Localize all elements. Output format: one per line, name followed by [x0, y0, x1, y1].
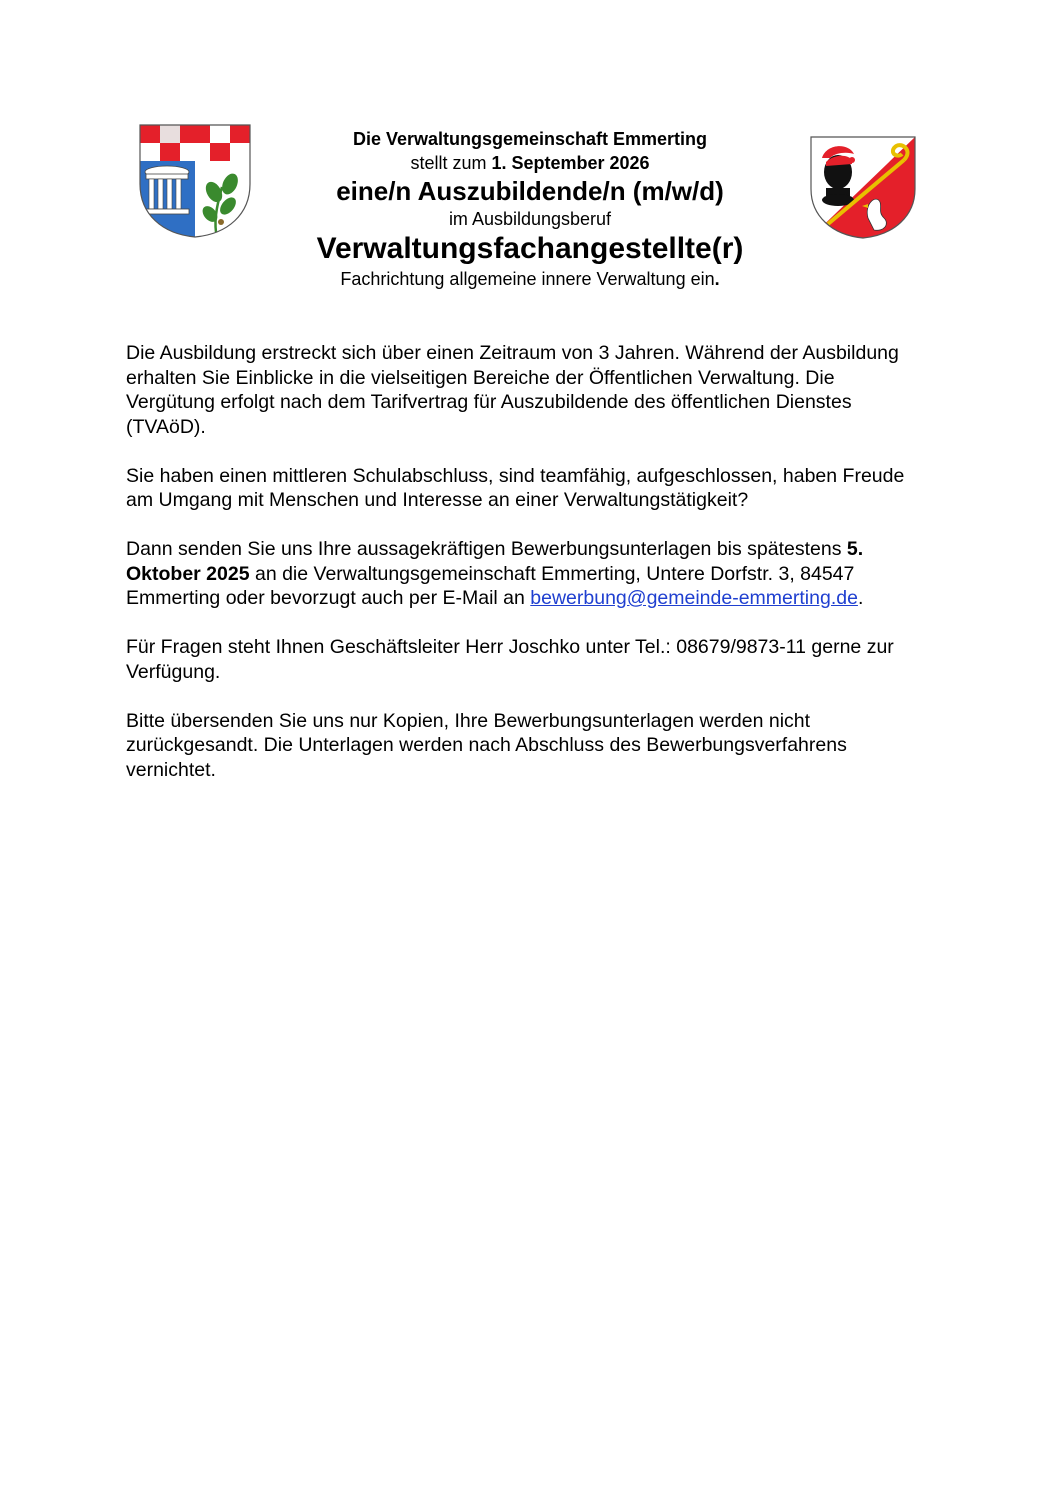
- paragraph-copies: Bitte übersenden Sie uns nur Kopien, Ihre Bewerbungsunterlagen werden nicht zurückgesandt. Die Unterlagen werden nach Abschluss des Bewerbungsverfahrens vernichtet.: [126, 709, 847, 781]
- occupation-intro: im Ausbildungsberuf: [448, 209, 612, 229]
- start-date: 1. September 2026: [491, 153, 650, 173]
- occupation-title: Verwaltungsfachangestellte(r): [316, 232, 744, 265]
- email-link[interactable]: bewerbung@gemeinde-emmerting.de: [530, 587, 858, 609]
- org-line: Die Verwaltungsgemeinschaft Emmerting: [352, 129, 708, 149]
- specialization-line: Fachrichtung allgemeine innere Verwaltung ein.: [340, 269, 720, 289]
- paragraph-requirements: Sie haben einen mittleren Schulabschluss, sind teamfähig, aufgeschlossen, haben Freude am Umgang mit Menschen und Interesse an einer Verwaltungstätigkeit?: [126, 464, 905, 511]
- paragraph-training: Die Ausbildung erstreckt sich über einen Zeitraum von 3 Jahren. Während der Ausbildung erhalten Sie Einblicke in die vielseitigen Bereiche der Öffentlichen Verwaltung. Die Vergütung erfolgt nach dem Tarifvertrag für Auszubildende des öffentlichen Dienstes (TVAöD).: [126, 342, 899, 438]
- paragraph-contact: Für Fragen steht Ihnen Geschäftsleiter Herr Joschko unter Tel.: 08679/9873-11 gerne zur Verfügung.: [126, 636, 894, 683]
- position-title: eine/n Auszubildende/n (m/w/d): [336, 176, 724, 206]
- paragraph-application: Dann senden Sie uns Ihre aussagekräftigen Bewerbungsunterlagen bis spätestens 5. Oktober 2025 an die Verwaltungsgemeinschaft Emmerting, Untere Dorfstr. 3, 84547 Emmerting oder bevorzugt auch per E-Mail an bewerbung@gemeinde-emmerting.de.: [126, 538, 864, 609]
- coat-of-arms-right-icon: [808, 134, 918, 240]
- coat-of-arms-left-icon: [136, 122, 254, 240]
- body-text: [126, 341, 926, 807]
- header-block: [260, 126, 800, 290]
- start-date-line: stellt zum 1. September 2026: [410, 153, 650, 173]
- deadline: 5. Oktober 2025: [126, 538, 864, 585]
